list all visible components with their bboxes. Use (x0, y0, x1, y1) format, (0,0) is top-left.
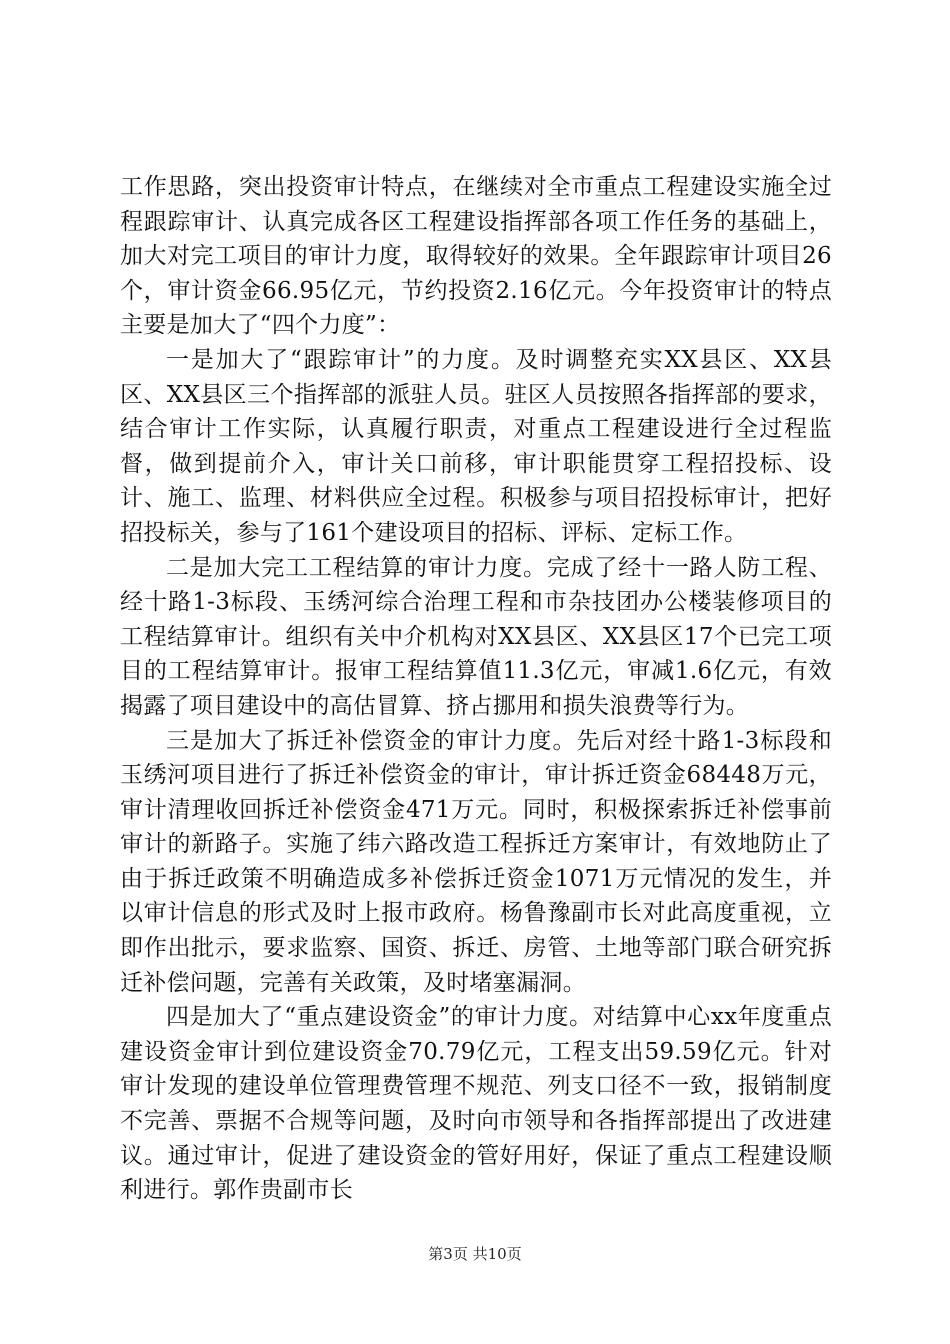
document-body (120, 170, 832, 1208)
paragraph-settlement-audit: 二是加大完工工程结算的审计力度。完成了经十一路人防工程、经十路1-3标段、玉绣河综合治理工程和市杂技团办公楼装修项目的工程结算审计。组织有关中介机构对XX县区、XX县区17个已完工项目的工程结算审计。报审工程结算值11.3亿元，审减1.6亿元，有效揭露了项目建设中的高估冒算、挤占挪用和损失浪费等行为。 (120, 554, 832, 719)
paragraph-continuation: 工作思路，突出投资审计特点，在继续对全市重点工程建设实施全过程跟踪审计、认真完成各区工程建设指挥部各项工作任务的基础上，加大对完工项目的审计力度，取得较好的效果。全年跟踪审计项目26个，审计资金66.95亿元，节约投资2.16亿元。今年投资审计的特点主要是加大了“四个力度”： (120, 174, 832, 339)
paragraph-tracking-audit: 一是加大了“跟踪审计”的力度。及时调整充实XX县区、XX县区、XX县区三个指挥部的派驻人员。驻区人员按照各指挥部的要求，结合审计工作实际，认真履行职责，对重点工程建设进行全过程监督，做到提前介入，审计关口前移，审计职能贯穿工程招投标、设计、施工、监理、材料供应全过程。积极参与项目招投标审计，把好招投标关，参与了161个建设项目的招标、评标、定标工作。 (120, 346, 832, 546)
page-footer: 第3页 共10页 (428, 1245, 522, 1263)
paragraph-demolition-audit: 三是加大了拆迁补偿资金的审计力度。先后对经十路1-3标段和玉绣河项目进行了拆迁补偿资金的审计，审计拆迁资金68448万元，审计清理收回拆迁补偿资金471万元。同时，积极探索拆迁补偿事前审计的新路子。实施了纬六路改造工程拆迁方案审计，有效地防止了由于拆迁政策不明确造成多补偿拆迁资金1071万元情况的发生，并以审计信息的形式及时上报市政府。杨鲁豫副市长对此高度重视，立即作出批示，要求监察、国资、拆迁、房管、土地等部门联合研究拆迁补偿问题，完善有关政策，及时堵塞漏洞。 (120, 727, 832, 996)
paragraph-construction-funds-audit: 四是加大了“重点建设资金”的审计力度。对结算中心xx年度重点建设资金审计到位建设资金70.79亿元，工程支出59.59亿元。针对审计发现的建设单位管理费管理不规范、列支口径不一致，报销制度不完善、票据不合规等问题，及时向市领导和各指挥部提出了改进建议。通过审计，促进了建设资金的管好用好，保证了重点工程建设顺利进行。郭作贵副市长 (120, 1004, 832, 1204)
